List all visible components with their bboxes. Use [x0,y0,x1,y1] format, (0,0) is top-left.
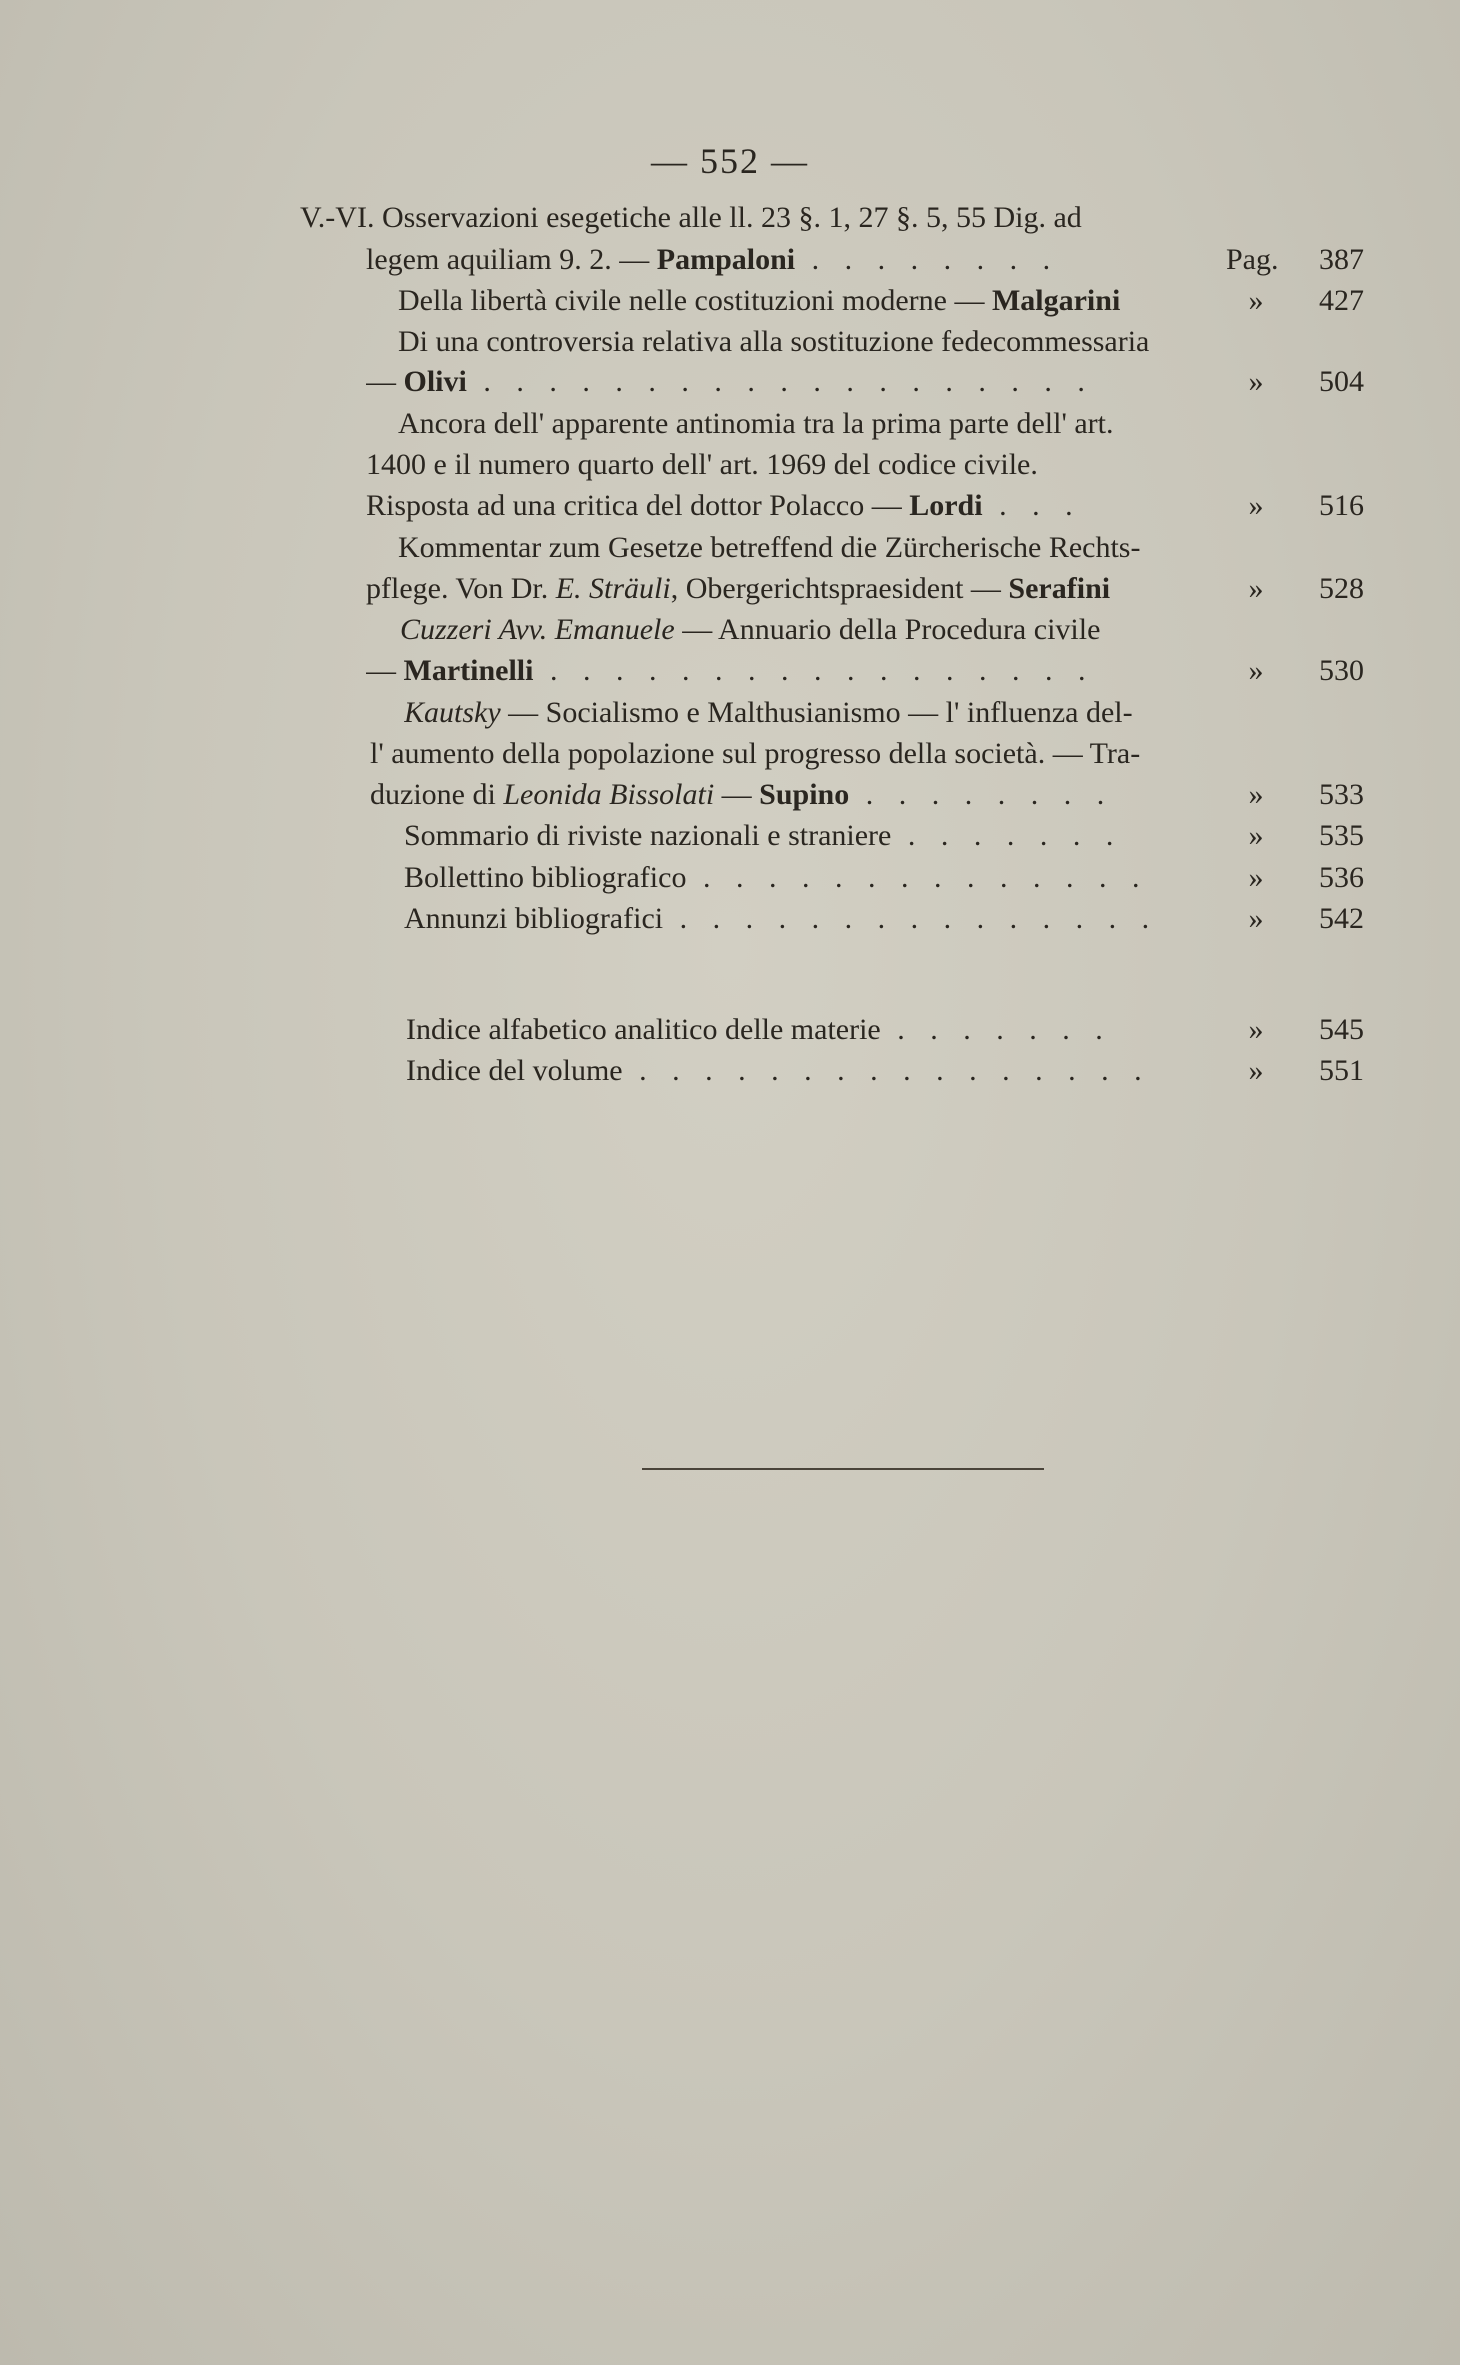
leader-dots: . . . . . . . . [849,778,1114,811]
page-ref-number: 535 [1319,819,1364,852]
toc-line [398,322,1149,362]
page-ref-number: 536 [1319,861,1364,894]
entry-text: legem aquiliam 9. 2. — [366,243,657,276]
entry-text: Di una controversia relativa alla sostituzione fedecommessaria [398,325,1150,358]
ditto-mark: » [1248,284,1264,317]
entry-text: Annunzi bibliografici [404,902,664,935]
leader-dots: . . . . . . . . . . . . . . . . [622,1054,1151,1087]
toc-line [370,734,1140,774]
entry-text: Indice del volume [406,1054,623,1087]
leader-dots: . . . . . . . . . . . . . . . . . [533,654,1095,687]
entry-text: duzione di [370,778,504,811]
leader-dots: . . . [982,489,1082,522]
author-name: Pampaloni [656,243,796,276]
author-name: Supino [759,778,850,811]
page-ref [0,569,1460,609]
entry-text: Bollettino bibliografico [404,861,687,894]
leader-dots: . . . . . . . [880,1013,1112,1046]
entry-text: Kommentar zum Gesetze betreffend die Zürcherische Rechts- [398,531,1141,564]
toc-line [366,445,1038,485]
ditto-mark: » [1248,365,1264,398]
page-ref-number: 427 [1319,284,1364,317]
page-ref [0,486,1460,526]
ditto-mark: » [1248,572,1264,605]
entry-text: — [366,365,404,398]
toc-line [400,610,1100,650]
author-name: Lordi [909,489,983,522]
toc-line [300,198,1082,238]
page-ref-number: 516 [1319,489,1364,522]
author-italic: Cuzzeri Avv. Emanuele [400,613,675,646]
ditto-mark: » [1248,1054,1264,1087]
ditto-mark: » [1248,489,1264,522]
page-ref [0,1051,1460,1091]
leader-dots: . . . . . . . . . . . . . . [686,861,1149,894]
entry-text: l' aumento della popolazione sul progresso della società. — Tra- [370,737,1141,770]
author-name: Martinelli [403,654,534,687]
entry-text: — [366,654,404,687]
leader-dots: . . . . . . . [891,819,1123,852]
page-ref-number: 542 [1319,902,1364,935]
ditto-mark: » [1248,778,1264,811]
page-ref [0,858,1460,898]
page-ref [0,362,1460,402]
author-name: Olivi [403,365,467,398]
page-ref [0,281,1460,321]
pag-label: Pag. [1226,243,1279,276]
page-ref [0,651,1460,691]
page-ref [0,240,1460,280]
ditto-mark: » [1248,902,1264,935]
entry-text: — [714,778,760,811]
page-ref [0,1010,1460,1050]
entry-text: Della libertà civile nelle costituzioni moderne — [398,284,992,317]
ditto-mark: » [1248,861,1264,894]
entry-text: Ancora dell' apparente antinomia tra la prima parte dell' art. [398,407,1114,440]
author-name: Serafini [1008,572,1111,605]
entry-text: Sommario di riviste nazionali e straniere [404,819,892,852]
page-ref-number: 530 [1319,654,1364,687]
page-ref [0,816,1460,856]
toc-line [398,528,1140,568]
author-name: Malgarini [991,284,1121,317]
page-ref-number: 533 [1319,778,1364,811]
entry-text: — Socialismo e Malthusianismo — l' influenza del- [500,696,1133,729]
toc-line [398,404,1114,444]
author-italic: Leonida Bissolati [503,778,715,811]
toc-line [404,693,1133,733]
entry-text: , Obergerichtspraesident — [670,572,1009,605]
page-ref-number: 504 [1319,365,1364,398]
entry-text: 1400 e il numero quarto dell' art. 1969 del codice civile. [366,448,1038,481]
leader-dots: . . . . . . . . . . . . . . . . . . . [466,365,1094,398]
ditto-mark: » [1248,654,1264,687]
closing-rule [642,1468,1044,1470]
leader-dots: . . . . . . . . [795,243,1060,276]
entry-text: Indice alfabetico analitico delle materie [406,1013,881,1046]
entry-text: Risposta ad una critica del dottor Polacco — [366,489,910,522]
author-italic: E. Sträuli [555,572,671,605]
entry-text: — Annuario della Procedura civile [674,613,1101,646]
ditto-mark: » [1248,1013,1264,1046]
author-italic: Kautsky [404,696,501,729]
ditto-mark: » [1248,819,1264,852]
entry-text: V.-VI. Osservazioni esegetiche alle ll. 23 §. 1, 27 §. 5, 55 Dig. ad [300,201,1082,234]
page-ref [0,899,1460,939]
page-ref [0,775,1460,815]
page-ref-number: 545 [1319,1013,1364,1046]
page-ref-number: 528 [1319,572,1364,605]
leader-dots: . . . . . . . . . . . . . . . [663,902,1159,935]
entry-text: pflege. Von Dr. [366,572,556,605]
page-ref-number: 387 [1319,243,1364,276]
page-ref-number: 551 [1319,1054,1364,1087]
page-number: — 552 — [651,141,809,181]
